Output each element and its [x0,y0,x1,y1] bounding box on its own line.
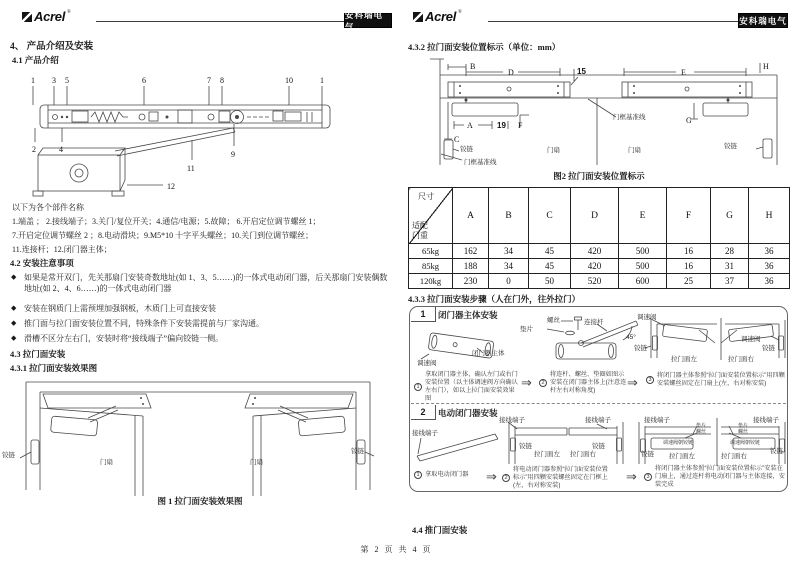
circled-number: 2 [502,474,510,482]
step2-screw-label-l: 螺丝 [696,429,707,435]
table-col-G: G [711,188,749,244]
fig2-hinge-left-label: 铰链 [460,146,473,153]
hinges-drawing [20,440,374,464]
table-cell: 16 [667,259,711,274]
dim-C: C [454,135,460,144]
step2-screw-label-r: 螺丝 [738,429,749,435]
table-col-E: E [619,188,667,244]
figure-2-caption: 图2 拉门面安装位置标示 [553,171,645,181]
fig2-frame-datum-label-1: 门框基准线 [613,114,646,121]
circled-number: 3 [646,376,654,384]
step1-item-2: 2 将连杆、螺丝、垫圈如图示安装在闭门器主体上(注意连杆左右对称角度) [539,371,627,395]
section-4-4-title: 4.4 推门面安装 [412,525,468,535]
table-cell: 16 [667,244,711,259]
step2-pull-left-label-c: 拉门面左 [669,453,695,460]
table-col-A: A [453,188,489,244]
step1-pull-left-label: 拉门面左 [671,356,697,363]
step2-hinge-label-bl: 铰链 [519,443,532,450]
step2-number: 2 [411,405,436,420]
table-cell: 25 [667,274,711,289]
table-cell: 500 [619,244,667,259]
step2-hinge-label-br: 铰链 [592,443,605,450]
fig1-door-left-label: 门扇 [100,459,113,466]
bullet-diamond-icon: ◆ [11,304,17,312]
hinges-drawing [444,139,772,159]
table-cell: 36 [749,274,790,289]
step2-pull-left-label-b: 拉门面左 [534,451,560,458]
step-arrow-icon: ⇒ [627,376,638,391]
callout-6: 6 [142,76,146,85]
note-2: ◆ 安装在钢质门上需预埋加强钢板，木质门上可直接安装 [11,304,216,313]
table-cell: 0 [489,274,529,289]
acrel-logo-icon [413,12,423,22]
fig2-door-left-label: 门扇 [547,147,560,154]
table-cell: 162 [453,244,489,259]
corner-weight-label: 适配门重 [412,221,428,240]
table-col-C: C [529,188,571,244]
section-4-title: 4、 产品介绍及安装 [10,42,94,52]
fig2-door-right-label: 门扇 [628,147,641,154]
parts-line-1: 1.端盖 ； 2.接线端子；3.关门/复位开关；4.通信/电源；5.故障； 6.开启定位调节螺丝 1； [12,217,321,226]
table-cell: 34 [489,244,529,259]
table-cell: 31 [711,259,749,274]
callout-1a: 1 [31,76,35,85]
step1-title: 闭门器主体安装 [438,310,498,320]
page-footer: 第 2 页 共 4 页 [360,545,433,554]
table-cell: 37 [711,274,749,289]
step1-washer-label: 垫片 [520,326,533,333]
closer-body-drawing [33,128,235,196]
step2-item-3: 3 将闭门器主体参照“拉门面安装位置标示”安装在门扇上，通过连杆将电动闭门器与主体连接，安装完成 [644,465,786,489]
step2-pull-right-label-c: 拉门面右 [721,453,747,460]
circled-number: 1 [414,471,422,479]
acrel-logo [22,9,71,24]
table-cell: 50 [529,274,571,289]
table-row [409,274,790,289]
step2-valve-note-l: 调速阀朝铰链 [663,440,694,446]
table-cell: 28 [711,244,749,259]
step1-closer-body-label: 闭门器主体 [472,350,505,357]
parts-intro: 以下为各个部件名称 [12,203,84,212]
step1-valve-left-label: 调速阀 [637,314,657,321]
section-4-1-title: 4.1 产品介绍 [12,55,59,65]
callout-8: 8 [220,76,224,85]
closers-drawing [51,406,346,436]
acrel-cn-badge: 安科瑞电气 [738,13,788,28]
dimension-table [408,187,790,289]
step1-hinge-right-label: 铰链 [762,345,775,352]
table-col-H: H [749,188,790,244]
table-cell: 520 [571,274,619,289]
doors-drawing [40,408,356,496]
table-cell: 600 [619,274,667,289]
row-label: 65kg [409,244,453,259]
circled-number: 2 [539,379,547,387]
callout-11: 11 [187,164,195,173]
registered-mark: ® [67,10,71,15]
acrel-logo-text: Acrel [425,9,457,24]
table-cell: 36 [749,244,790,259]
step2-item-2: 2 将电动闭门器参照“拉门面安装位置标示”用四颗安装螺丝固定在门框上(左，右对称安装) [502,466,614,490]
steps-divider [411,403,786,404]
table-col-B: B [489,188,529,244]
callout-9: 9 [231,150,235,159]
dim-19: 19 [497,121,506,130]
callout-1b: 1 [320,76,324,85]
step2-washer-label-l: 垫片 [696,423,707,429]
door-frame-drawing [26,382,370,490]
table-cell: 45 [529,244,571,259]
table-cell: 36 [749,259,790,274]
note-4: ◆ 滑槽不区分左右门，安装时将“接线端子”偏向铰链一侧。 [11,334,224,343]
dim-E: E [681,68,686,77]
note-3: ◆ 推门面与拉门面安装位置不同，特殊条件下安装需提前与厂家沟通。 [11,319,264,328]
section-4-3-3-title: 4.3.3 拉门面安装步骤（人在门外，往外拉门） [408,294,581,304]
step1-item-3: 3 将闭门器主体参照“拉门面安装位置标示”用四颗安装螺丝固定在门扇上(左，右对称安装) [646,372,786,388]
product-diagram [15,66,387,202]
step1-mounted-left-right [645,318,785,360]
step2-terminal-label-cr: 接线端子 [753,417,779,424]
step1-screw-label: 螺丝 [547,317,560,324]
table-cell: 420 [571,259,619,274]
step2-hinge-label-cr: 铰链 [770,448,783,455]
circled-number: 3 [644,473,652,481]
rails-drawing [448,82,752,97]
section-4-3-2-title: 4.3.2 拉门面安装位置标示（单位：mm） [408,42,561,52]
section-4-3-title: 4.3 拉门面安装 [10,349,66,359]
corner-size-label: 尺寸 [418,192,434,201]
figure-1-caption: 图 1 拉门面安装效果图 [157,496,243,506]
step2-terminal-label-bl: 接线端子 [499,417,525,424]
table-corner-cell [409,188,453,244]
figure-1-drawing [18,378,378,496]
fig1-hinge-left-label: 铰链 [2,452,15,459]
table-col-F: F [667,188,711,244]
fig2-frame-datum-label-2: 门框基准线 [464,159,497,166]
note-1: ◆ 如果是常开双门，先关那扇门安装奇数地址(如 1、3、5……)的一体式电动闭门器，后关那扇门安装偶数地址(如 2、4、6……)的一体式电动闭门器 [11,273,388,293]
step2-washer-label-r: 垫片 [738,423,749,429]
dim-A: A [467,121,473,130]
step2-terminal-label-br: 接线端子 [585,417,611,424]
table-row [409,259,790,274]
step1-valve-right-label: 调速阀 [741,336,761,343]
step1-angle-label: 45° [626,334,636,341]
callout-10: 10 [285,76,293,85]
step2-terminal-label-cl: 接线端子 [644,417,670,424]
fig2-hinge-right-label: 铰链 [724,143,737,150]
step2-pull-right-label-b: 拉门面右 [570,451,596,458]
callout-4: 4 [59,145,63,154]
step2-title: 电动闭门器安装 [438,408,498,418]
section-4-3-1-title: 4.3.1 拉门面安装效果图 [10,363,98,373]
step1-item-1: 1 拿取闭门器主体，确认左门或右门安装位置（以主体调速阀方向确认左右门），如以上拉门面安装效果图 [414,371,520,403]
step2-terminal-label-a: 接线端子 [412,430,438,437]
parts-line-3: 11.连接杆；12.闭门器主体； [12,245,112,254]
bullet-diamond-icon: ◆ [11,334,17,342]
registered-mark: ® [458,10,462,15]
step1-link-rod-label: 连接杆 [584,319,604,326]
slide-rail-drawing [40,105,330,128]
table-cell: 34 [489,259,529,274]
header-rule [96,21,344,22]
bullet-diamond-icon: ◆ [11,319,17,327]
circled-number: 1 [414,383,422,391]
acrel-logo-icon [22,12,32,22]
acrel-logo-text: Acrel [34,9,66,24]
table-cell: 45 [529,259,571,274]
step-arrow-icon: ⇒ [626,470,637,485]
step1-hinge-left-label: 铰链 [634,345,647,352]
acrel-cn-badge: 安科瑞电气 [344,13,392,28]
row-label: 120kg [409,274,453,289]
step2-hinge-label-cl: 铰链 [641,451,654,458]
callout-3: 3 [52,76,56,85]
parts-line-2: 7.开启定位调节螺丝 2 ；8.电动滑块；9.M5*10 十字平头螺丝；10.关门到位调节螺丝； [12,231,314,240]
callout-7: 7 [207,76,211,85]
table-row [409,244,790,259]
step-arrow-icon: ⇒ [521,376,532,391]
table-cell: 500 [619,259,667,274]
fig1-door-right-label: 门扇 [250,459,263,466]
callout-5: 5 [65,76,69,85]
dim-H: H [763,62,769,71]
section-4-2-title: 4.2 安装注意事项 [10,258,74,268]
step2-item-1: 1 拿取电动闭门器 [414,471,498,479]
acrel-logo [413,9,462,24]
rails-drawing [43,394,353,408]
callout-12: 12 [167,182,175,191]
table-cell: 230 [453,274,489,289]
step-arrow-icon: ⇒ [486,470,497,485]
dim-G: G [686,116,692,125]
dimension-lines [441,63,763,160]
table-cell: 420 [571,244,619,259]
callout-2: 2 [32,145,36,154]
row-label: 85kg [409,259,453,274]
step2-rail-alone [417,434,498,461]
fig1-hinge-right-label: 铰链 [351,448,364,455]
step2-valve-note-r: 调速阀朝铰链 [730,440,761,446]
table-col-D: D [571,188,619,244]
dim-F: F [518,121,523,130]
dim-D: D [508,68,514,77]
step1-number: 1 [411,307,436,322]
step1-speed-valve-label: 调速阀 [417,360,437,367]
bullet-diamond-icon: ◆ [11,273,17,281]
dim-B: B [470,62,476,71]
step1-pull-right-label: 拉门面右 [728,356,754,363]
table-cell: 188 [453,259,489,274]
step2-assembled [639,418,785,466]
dim-15: 15 [577,67,586,76]
header-rule [488,21,738,22]
